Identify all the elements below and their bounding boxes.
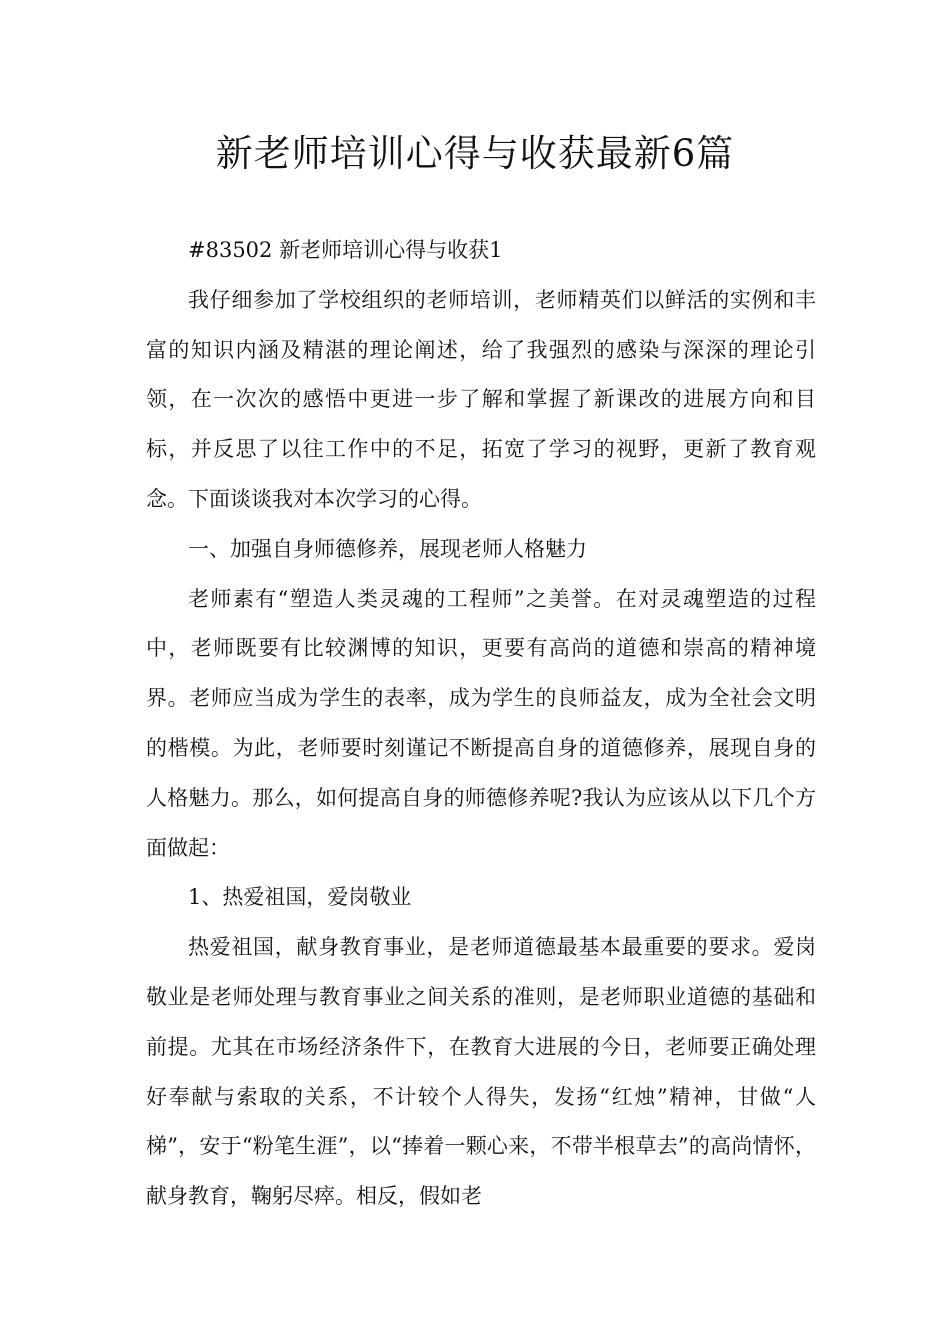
section-heading: 一、加强自身师德修养，展现老师人格魅力 [188,536,587,561]
document-title: 新老师培训心得与收获最新6篇 [215,132,735,175]
article-id-heading: #83502 新老师培训心得与收获1 [188,238,503,262]
body-paragraph: 老师素有“塑造人类灵魂的工程师”之美誉。在对灵魂塑造的过程中，老师既要有比较渊博的知识，更要有高尚的道德和崇高的精神境界。老师应当成为学生的表率，成为学生的良师益友，成为全社会文明的楷模。为此，老师要时刻谨记不断提高自身的道德修养，展现自身的人格魅力。那么，如何提高自身的师德修养呢?我认为应该从以下几个方面做起： [146,586,816,860]
intro-paragraph: 我仔细参加了学校组织的老师培训，老师精英们以鲜活的实例和丰富的知识内涵及精湛的理论阐述，给了我强烈的感染与深深的理论引领，在一次次的感悟中更进一步了解和掌握了新课改的进展方向和目标，并反思了以往工作中的不足，拓宽了学习的视野，更新了教育观念。下面谈谈我对本次学习的心得。 [146,287,816,511]
body-paragraph: 热爱祖国，献身教育事业，是老师道德最基本最重要的要求。爱岗敬业是老师处理与教育事业之间关系的准则，是老师职业道德的基础和前提。尤其在市场经济条件下，在教育大进展的今日，老师要正确处理好奉献与索取的关系，不计较个人得失，发扬“红烛”精神，甘做“人梯”，安于“粉笔生涯”，以“捧着一颗心来，不带半根草去”的高尚情怀，献身教育，鞠躬尽瘁。相反，假如老 [146,935,816,1209]
subsection-heading: 1、热爱祖国，爱岗敬业 [188,885,412,910]
document-body [146,226,816,1222]
